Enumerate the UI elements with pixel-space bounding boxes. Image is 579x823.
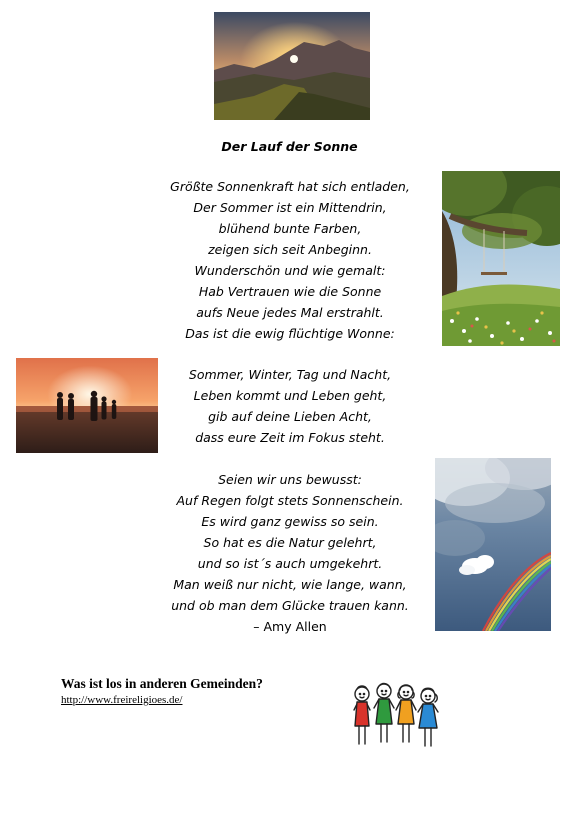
rainbow-sky-photo [435, 458, 551, 631]
poem-line: und ob man dem Glücke trauen kann. [171, 598, 409, 613]
poem-line: Auf Regen folgt stets Sonnenschein. [176, 493, 404, 508]
poem-line: dass eure Zeit im Fokus steht. [195, 430, 385, 445]
poem-stanza-2 [140, 364, 440, 448]
poem-line: zeigen sich seit Anbeginn. [208, 242, 372, 257]
poem-line: Wunderschön und wie gemalt: [194, 263, 386, 278]
poem-line: aufs Neue jedes Mal erstrahlt. [196, 305, 384, 320]
freireligioes-link[interactable]: http://www.freireligioes.de/ [61, 694, 183, 706]
poem-line: blühend bunte Farben, [218, 221, 362, 236]
poem-stanza-1 [140, 176, 440, 344]
poem-line: So hat es die Natur gelehrt, [203, 535, 377, 550]
poem-line: Seien wir uns bewusst: [218, 472, 362, 487]
poem-title: Der Lauf der Sonne [221, 139, 358, 154]
poem-stanza-3 [140, 469, 440, 637]
poem-line: Man weiß nur nicht, wie lange, wann, [173, 577, 407, 592]
footer-heading: Was ist los in anderen Gemeinden? [61, 676, 263, 691]
stick-figures-illustration [346, 680, 446, 760]
poem-line: Größte Sonnenkraft hat sich entladen, [170, 179, 410, 194]
poem-line: und so ist´s auch umgekehrt. [197, 556, 383, 571]
poem-line: Es wird ganz gewiss so sein. [201, 514, 379, 529]
poem-line: Der Sommer ist ein Mittendrin, [193, 200, 387, 215]
poem-line: Das ist die ewig flüchtige Wonne: [185, 326, 395, 341]
poem-line: Sommer, Winter, Tag und Nacht, [188, 367, 392, 382]
poem-author: – Amy Allen [253, 619, 327, 634]
mountain-sunset-photo [214, 12, 370, 120]
poem-line: gib auf deine Lieben Acht, [208, 409, 372, 424]
poem-line: Leben kommt und Leben geht, [193, 388, 387, 403]
tree-swing-meadow-photo [442, 171, 560, 346]
family-beach-sunset-photo [16, 358, 158, 453]
poem-line: Hab Vertrauen wie die Sonne [198, 284, 382, 299]
